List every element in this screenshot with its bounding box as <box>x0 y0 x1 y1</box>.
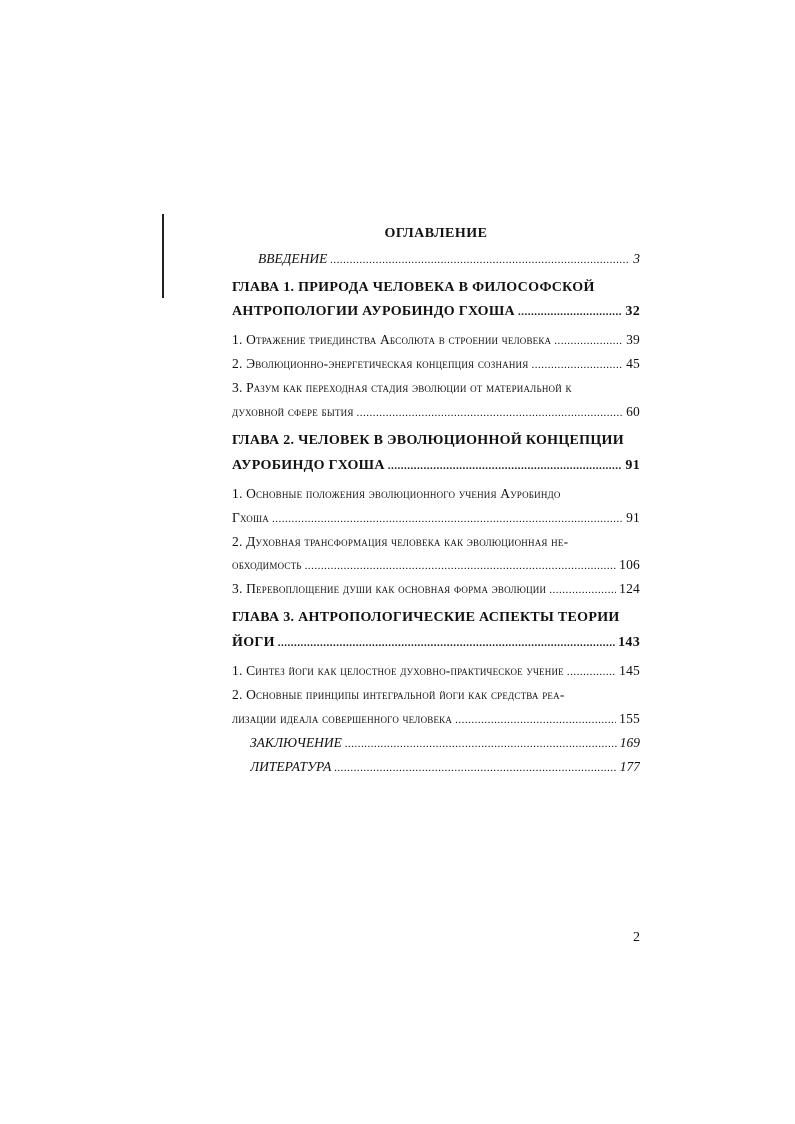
toc-page: 39 <box>626 332 640 347</box>
chapter2-title: ГЛАВА 2. ЧЕЛОВЕК В ЭВОЛЮЦИОННОЙ КОНЦЕПЦИИ <box>232 433 624 448</box>
toc-page: 169 <box>619 735 640 750</box>
toc-entry-1-2[interactable] <box>232 355 640 374</box>
leader-dots <box>531 356 623 374</box>
leader-dots <box>549 581 616 599</box>
toc-entry-1-3-line1: 3. Разум как переходная стадия эволюции от материальной к <box>232 380 572 395</box>
toc-label: духовной сфере бытия <box>232 404 354 419</box>
leader-dots <box>357 404 624 422</box>
toc-entry-2-1[interactable] <box>232 509 640 528</box>
leader-dots <box>345 735 617 753</box>
toc-entry-2-1-line1: 1. Основные положения эволюционного учения Ауробиндо <box>232 486 561 501</box>
toc-entry-3-2[interactable] <box>232 710 640 729</box>
toc-entry-1-3[interactable] <box>232 403 640 422</box>
toc-entry-conclusion[interactable] <box>250 734 640 753</box>
toc-label: лизации идеала совершенного человека <box>232 711 453 726</box>
leader-dots <box>305 557 616 575</box>
toc-label: 1. Синтез йоги как целостное духовно-практическое учение <box>232 663 564 678</box>
toc-label: 1. Отражение триединства Абсолюта в строении человека <box>232 332 552 347</box>
page-number: 2 <box>633 930 640 945</box>
toc-label: 2. Эволюционно-энергетическая концепция сознания <box>232 356 529 371</box>
toc-entry-2-2-line1: 2. Духовная трансформация человека как эволюционная не- <box>232 534 569 549</box>
toc-page: 60 <box>626 404 640 419</box>
toc-page: 106 <box>619 557 640 572</box>
toc-entry-2-3[interactable] <box>232 580 640 599</box>
leader-dots <box>518 303 622 321</box>
toc-entry-2-2[interactable] <box>232 556 640 575</box>
toc-entry-1-1[interactable] <box>232 331 640 350</box>
leader-dots <box>388 457 623 475</box>
toc-entry-intro[interactable] <box>258 250 640 269</box>
toc-label: ВВЕДЕНИЕ <box>258 251 328 266</box>
leader-dots <box>278 634 615 652</box>
toc-page: 32 <box>625 304 640 319</box>
toc-page: 91 <box>626 510 640 525</box>
toc-page: 91 <box>625 458 640 473</box>
leader-dots <box>330 251 630 269</box>
toc-label: АУРОБИНДО ГХОША <box>232 458 385 473</box>
toc-page: 3 <box>633 251 640 266</box>
toc-label: АНТРОПОЛОГИИ АУРОБИНДО ГХОША <box>232 304 515 319</box>
toc-title: ОГЛАВЛЕНИЕ <box>384 226 488 241</box>
toc-label: ЗАКЛЮЧЕНИЕ <box>250 735 342 750</box>
leader-dots <box>567 663 616 681</box>
leader-dots <box>554 332 623 350</box>
toc-label: ЛИТЕРАТУРА <box>250 759 332 774</box>
toc-page: 155 <box>619 711 640 726</box>
toc-entry-3-2-line1: 2. Основные принципы интегральной йоги как средства реа- <box>232 687 565 702</box>
chapter3-title: ГЛАВА 3. АНТРОПОЛОГИЧЕСКИЕ АСПЕКТЫ ТЕОРИИ <box>232 610 620 625</box>
toc-label: ЙОГИ <box>232 635 275 650</box>
toc-label: обходимость <box>232 557 302 572</box>
toc-page: 143 <box>618 635 640 650</box>
toc-page: 124 <box>619 581 640 596</box>
toc-entry-chapter3[interactable] <box>232 634 640 652</box>
leader-dots <box>272 510 623 528</box>
toc-label: 3. Перевоплощение души как основная форма эволюции <box>232 581 547 596</box>
toc-page: 177 <box>619 759 640 774</box>
chapter1-title: ГЛАВА 1. ПРИРОДА ЧЕЛОВЕКА В ФИЛОСОФСКОЙ <box>232 280 595 295</box>
leader-dots <box>455 711 616 729</box>
toc-entry-literature[interactable] <box>250 758 640 777</box>
margin-line <box>162 214 164 298</box>
toc-page: 45 <box>626 356 640 371</box>
toc-page: 145 <box>619 663 640 678</box>
toc-entry-chapter1[interactable] <box>232 303 640 321</box>
toc-label: Гхоша <box>232 510 269 525</box>
toc-entry-3-1[interactable] <box>232 662 640 681</box>
leader-dots <box>334 759 616 777</box>
toc-entry-chapter2[interactable] <box>232 457 640 475</box>
